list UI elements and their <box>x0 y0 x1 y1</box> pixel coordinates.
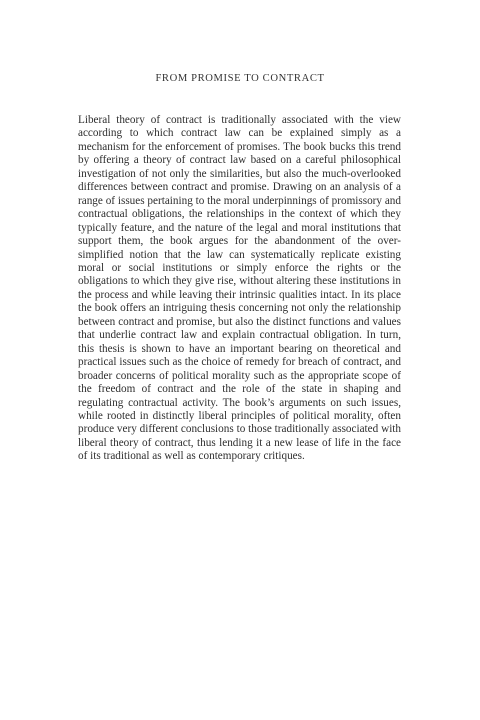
book-abstract: Liberal theory of contract is traditionally associated with the view according to which contract law can be explained simply as a mechanism for the enforcement of promises. The book bucks this trend by offering a theory of contract law based on a careful philosophical investigation of not only the similarities, but also the much-overlooked differences between contract and promise. Drawing on an analysis of a range of issues pertaining to the moral underpinnings of promissory and contractual obligations, the relationships in the context of which they typically feature, and the nature of the legal and moral institutions that support them, the book argues for the abandonment of the over-simplified notion that the law can systematically replicate existing moral or social institutions or simply enforce the rights or the obligations to which they give rise, without altering these institutions in the process and while leaving their intrinsic qualities intact. In its place the book offers an intriguing thesis concerning not only the relationship between contract and promise, but also the distinct functions and values that underlie contract law and explain contractual obligation. In turn, this thesis is shown to have an important bearing on theoretical and practical issues such as the choice of remedy for breach of contract, and broader concerns of political morality such as the appropriate scope of the freedom of contract and the role of the state in shaping and regulating contractual activity. The book’s arguments on such issues, while rooted in distinctly liberal principles of political morality, often produce very different conclusions to those traditionally associated with liberal theory of contract, thus lending it a new lease of life in the face of its traditional as well as contemporary critiques. <box>78 114 401 463</box>
book-title: FROM PROMISE TO CONTRACT <box>155 73 325 84</box>
